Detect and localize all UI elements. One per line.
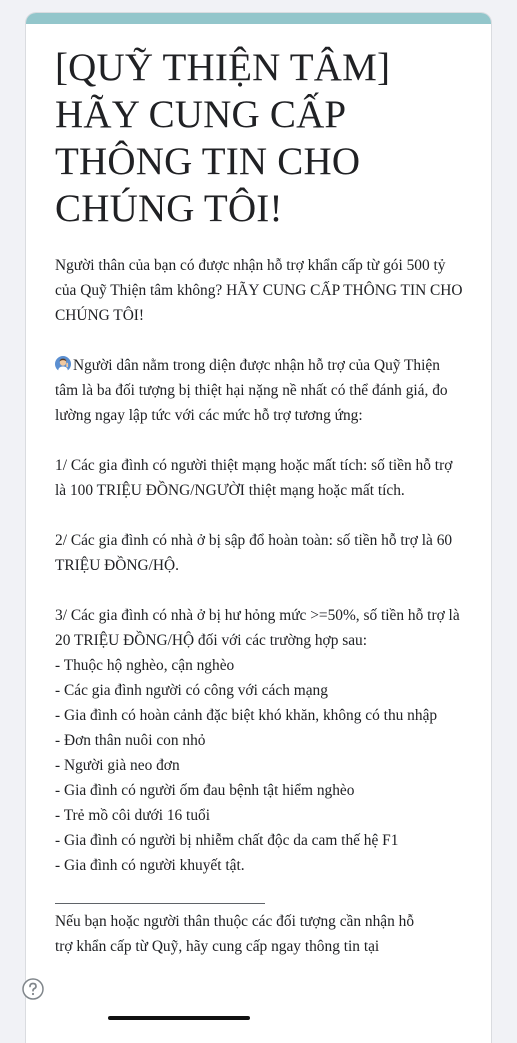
form-content (26, 24, 491, 959)
list-item: - Đơn thân nuôi con nhỏ (55, 732, 206, 749)
footer-line-2: trợ khẩn cấp từ Quỹ, hãy cung cấp ngay thông tin tại (55, 938, 380, 955)
form-accent-bar (26, 13, 491, 24)
form-card (26, 13, 491, 1043)
list-item: - Gia đình có người khuyết tật. (55, 857, 245, 874)
support-cases-list (55, 653, 463, 878)
section-divider (55, 903, 265, 904)
footer-line-1: Nếu bạn hoặc người thân thuộc các đối tượng cần nhận hỗ (55, 913, 415, 930)
list-item: - Trẻ mồ côi dưới 16 tuổi (55, 807, 211, 824)
person-raising-hand-icon (55, 356, 71, 372)
list-item: - Người già neo đơn (55, 757, 180, 774)
list-item: - Thuộc hộ nghèo, cận nghèo (55, 657, 235, 674)
list-item: - Gia đình có người bị nhiễm chất độc da cam thế hệ F1 (55, 832, 399, 849)
list-item: - Gia đình có người ốm đau bệnh tật hiểm nghèo (55, 782, 355, 799)
list-item: - Gia đình có hoàn cảnh đặc biệt khó khăn, không có thu nhập (55, 707, 438, 724)
form-title: [QUỸ THIỆN TÂM] HÃY CUNG CẤP THÔNG TIN CHO CHÚNG TÔI! (55, 46, 391, 230)
section-2-text: 2/ Các gia đình có nhà ở bị sập đổ hoàn toàn: số tiền hỗ trợ là 60 TRIỆU ĐỒNG/HỘ. (55, 532, 453, 574)
eligibility-text: Người dân nằm trong diện được nhận hỗ trợ của Quỹ Thiện tâm là ba đối tượng bị thiệt hại nặng nề nhất có thể đánh giá, đo lường ngay lập tức với các mức hỗ trợ tương ứng: (55, 357, 448, 424)
footer-paragraph (55, 909, 463, 959)
list-item: - Các gia đình người có công với cách mạng (55, 682, 328, 699)
form-intro: Người thân của bạn có được nhận hỗ trợ khẩn cấp từ gói 500 tỷ của Quỹ Thiện tâm không? HÃY CUNG CẤP THÔNG TIN CHO CHÚNG TÔI! (55, 257, 463, 324)
eligibility-paragraph (55, 353, 463, 428)
redaction-bar (108, 1016, 250, 1020)
section-3-text: 3/ Các gia đình có nhà ở bị hư hỏng mức >=50%, số tiền hỗ trợ là 20 TRIỆU ĐỒNG/HỘ đối với các trường hợp sau: (55, 607, 460, 649)
help-question-icon[interactable] (22, 978, 44, 1000)
section-1-text: 1/ Các gia đình có người thiệt mạng hoặc mất tích: số tiền hỗ trợ là 100 TRIỆU ĐỒNG/NGƯỜI thiệt mạng hoặc mất tích. (55, 457, 453, 499)
